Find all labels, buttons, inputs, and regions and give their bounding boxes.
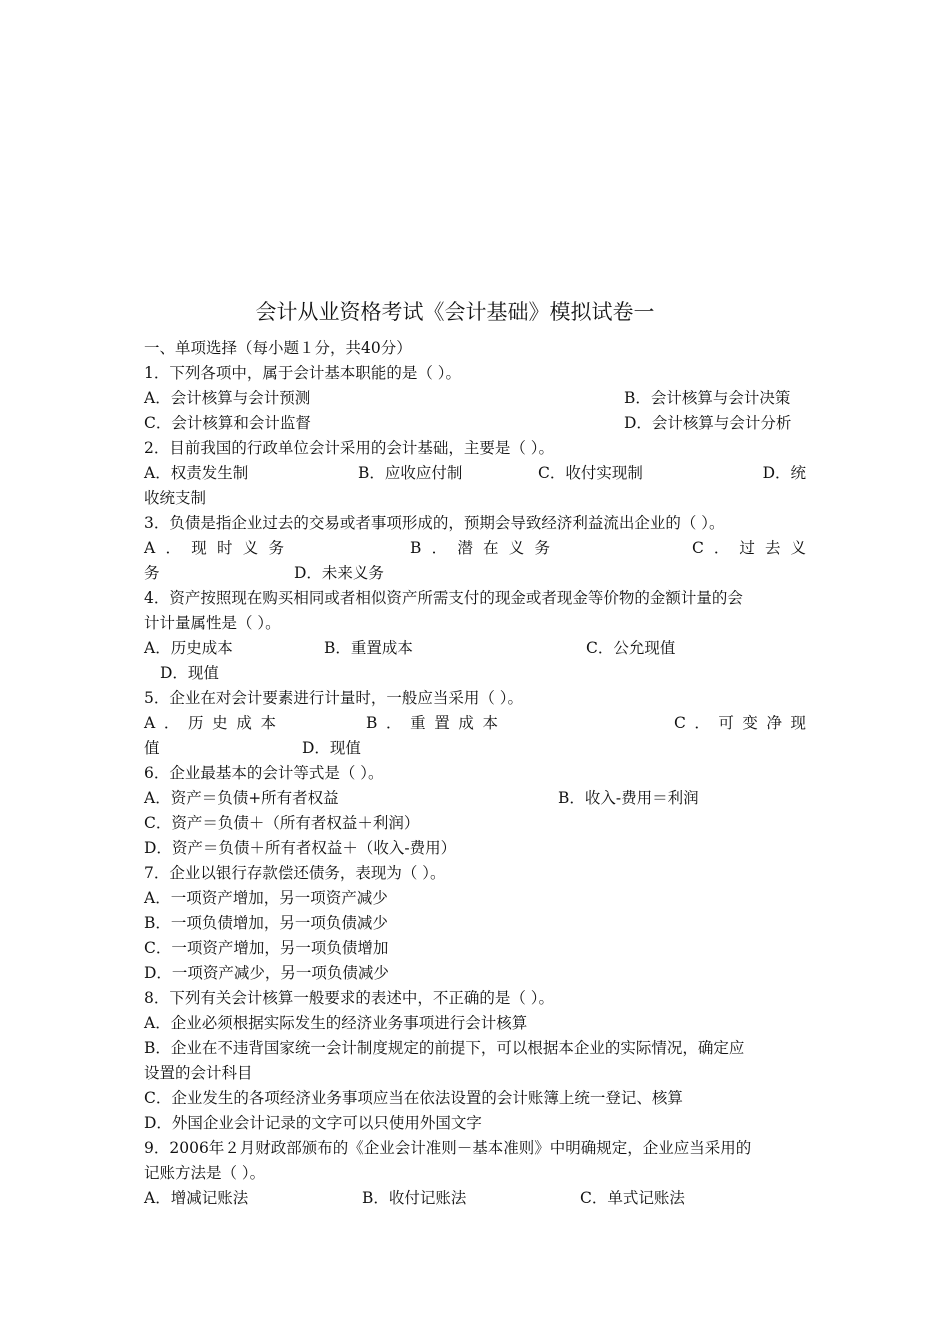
question-8-option-b-line-1: B．企业在不违背国家统一会计制度规定的前提下，可以根据本企业的实际情况，确定应 <box>144 1039 745 1057</box>
question-6-stem: 6．企业最基本的会计等式是（ ）。 <box>144 764 384 782</box>
question-6-option-c: C．资产＝负债＋（所有者权益＋利润） <box>144 814 420 832</box>
question-3-option-a: A．现时义务 <box>144 539 284 557</box>
question-5-option-d: D．现值 <box>302 739 361 757</box>
question-7-stem: 7．企业以银行存款偿还债务，表现为（ ）。 <box>144 864 446 882</box>
question-1-options-row-2 <box>144 411 806 436</box>
question-5-stem: 5．企业在对会计要素进行计量时，一般应当采用（ ）。 <box>144 689 524 707</box>
question-4-option-b: B．重置成本 <box>324 639 413 657</box>
question-4-options-row-2 <box>144 661 806 686</box>
question-7-option-b: B．一项负债增加，另一项负债减少 <box>144 914 388 932</box>
question-7-option-c: C．一项资产增加，另一项负债增加 <box>144 939 389 957</box>
question-6-option-b: B．收入-费用＝利润 <box>558 789 699 807</box>
question-5-option-a: A．历史成本 <box>144 714 276 732</box>
question-8-option-d: D．外国企业会计记录的文字可以只使用外国文字 <box>144 1114 482 1132</box>
question-4-stem-line-1: 4．资产按照现在购买相同或者相似资产所需支付的现金或者现金等价物的金额计量的会 <box>144 589 743 607</box>
question-2-options-row <box>144 461 806 486</box>
question-9-option-b: B．收付记账法 <box>362 1189 467 1207</box>
question-2-option-a: A．权责发生制 <box>144 464 249 482</box>
question-5-option-c-continued: 值 <box>144 739 160 757</box>
question-1-option-c: C．会计核算和会计监督 <box>144 414 311 432</box>
question-6-option-a: A．资产＝负债+所有者权益 <box>144 789 339 807</box>
question-4-option-d: D．现值 <box>160 664 219 682</box>
question-9-option-a: A．增减记账法 <box>144 1189 249 1207</box>
question-6-option-d: D．资产＝负债＋所有者权益＋（收入-费用） <box>144 839 457 857</box>
section-heading: 一、单项选择（每小题１分，共40分） <box>144 339 412 357</box>
question-1-option-b: B．会计核算与会计决策 <box>624 389 791 407</box>
question-3-option-c: C．过去义 <box>692 539 806 557</box>
question-2-option-d: D．统 <box>762 464 806 482</box>
question-1-stem: 1．下列各项中，属于会计基本职能的是（ ）。 <box>144 364 462 382</box>
question-8-option-b-line-2: 设置的会计科目 <box>144 1064 253 1082</box>
question-5-options-row-2 <box>144 736 806 761</box>
question-9-options-row <box>144 1186 806 1211</box>
question-2-option-d-continued: 收统支制 <box>144 489 207 507</box>
question-3-stem: 3．负债是指企业过去的交易或者事项形成的，预期会导致经济利益流出企业的（ ）。 <box>144 514 725 532</box>
question-4-options-row <box>144 636 806 661</box>
question-3-option-d: D．未来义务 <box>294 564 384 582</box>
question-2-option-c: C．收付实现制 <box>538 464 643 482</box>
question-8-stem: 8．下列有关会计核算一般要求的表述中，不正确的是（ ）。 <box>144 989 555 1007</box>
question-4-stem-line-2: 计计量属性是（ ）。 <box>144 614 281 632</box>
question-7-option-a: A．一项资产增加，另一项资产减少 <box>144 889 388 907</box>
question-9-stem-line-2: 记账方法是（ ）。 <box>144 1164 266 1182</box>
question-5-option-c: C．可变净现 <box>674 714 806 732</box>
question-5-option-b: B．重置成本 <box>366 714 498 732</box>
question-1-options-row-1 <box>144 386 806 411</box>
question-9-option-c: C．单式记账法 <box>580 1189 685 1207</box>
question-1-option-d: D．会计核算与会计分析 <box>624 414 792 432</box>
question-8-option-c: C．企业发生的各项经济业务事项应当在依法设置的会计账簿上统一登记、核算 <box>144 1089 683 1107</box>
question-2-stem: 2．目前我国的行政单位会计采用的会计基础，主要是（ ）。 <box>144 439 555 457</box>
question-8-option-a: A．企业必须根据实际发生的经济业务事项进行会计核算 <box>144 1014 528 1032</box>
question-2-option-b: B．应收应付制 <box>358 464 463 482</box>
exam-title: 会计从业资格考试《会计基础》模拟试卷一 <box>255 300 655 324</box>
question-3-options-row-2 <box>144 561 806 586</box>
question-6-options-row <box>144 786 806 811</box>
question-4-option-c: C．公允现值 <box>586 639 676 657</box>
question-3-option-c-continued: 务 <box>144 564 160 582</box>
question-1-option-a: A．会计核算与会计预测 <box>144 389 311 407</box>
question-7-option-d: D．一项资产减少，另一项负债减少 <box>144 964 389 982</box>
question-9-stem-line-1: 9．2006年２月财政部颁布的《企业会计准则－基本准则》中明确规定，企业应当采用的 <box>144 1139 752 1157</box>
question-3-option-b: B．潜在义务 <box>410 539 550 557</box>
question-4-option-a: A．历史成本 <box>144 639 233 657</box>
question-5-options-row <box>144 711 806 736</box>
question-3-options-row <box>144 536 806 561</box>
